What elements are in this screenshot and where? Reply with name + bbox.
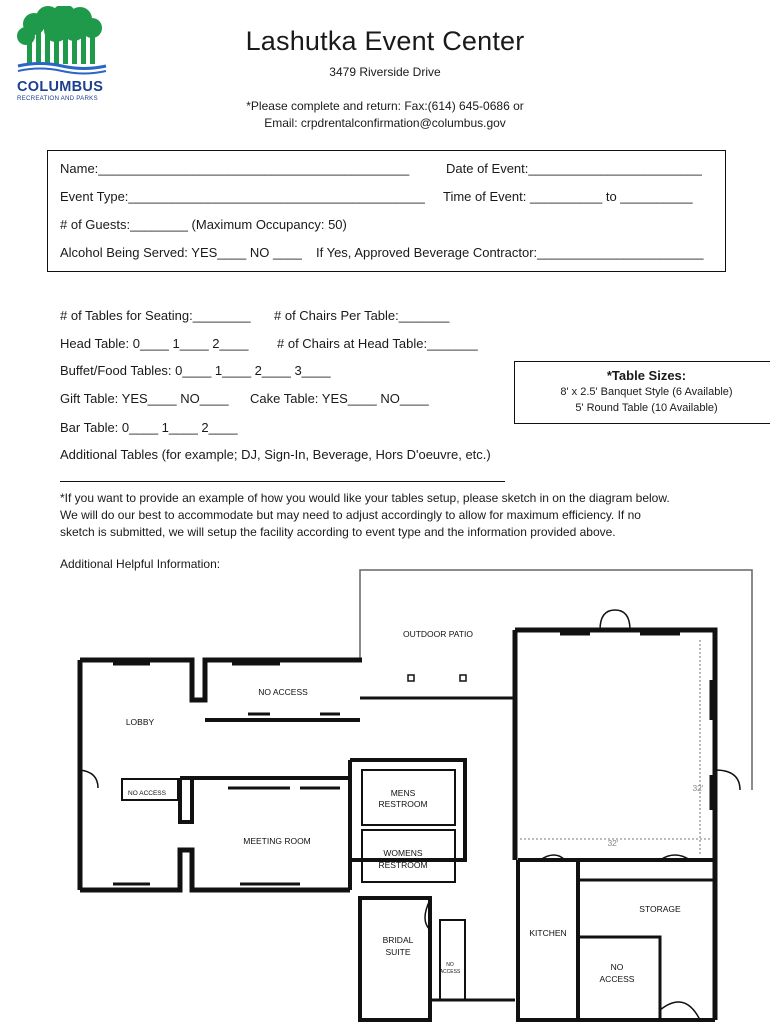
instruction: *Please complete and return: Fax:(614) 645-0686 or <box>246 99 524 113</box>
wall-top-left <box>80 660 362 700</box>
svg-text:RESTROOM <box>378 799 427 809</box>
mens-label-2: RESTROOM <box>378 799 428 809</box>
bridal-label-2: SUITE <box>385 947 411 957</box>
svg-text:32' <box>607 838 618 848</box>
bridal-label-1: BRIDAL <box>382 935 414 945</box>
svg-text:32' <box>692 783 703 793</box>
svg-text:WOMENS <box>383 848 423 858</box>
table-size-round: 5' Round Table (10 Available) <box>575 402 718 414</box>
no-access-top-label: NO ACCESS <box>258 687 308 697</box>
chairs-per-table-field[interactable]: # of Chairs Per Table:_______ <box>274 308 450 323</box>
svg-text:MENS <box>391 788 416 798</box>
note-line-1: *If you want to provide an example of how you would like your tables setup, please sketch in on the diagram below. <box>60 491 670 505</box>
time-field[interactable]: Time of Event: __________ to __________ <box>443 189 693 204</box>
svg-text:KITCHEN <box>529 928 566 938</box>
svg-text:MEETING ROOM <box>243 836 311 846</box>
address: 3479 Riverside Drive <box>329 65 441 79</box>
guests-field[interactable]: # of Guests:________ (Maximum Occupancy: 50) <box>60 217 347 232</box>
note-line-2: We will do our best to accommodate but may need to adjust accordingly to allow for maximum efficiency. If no <box>60 508 641 522</box>
no-access-tiny-2: ACCESS <box>439 969 461 975</box>
logo-subtitle: RECREATION AND PARKS <box>17 95 98 102</box>
svg-text:SUITE <box>385 947 410 957</box>
lobby-label: LOBBY <box>125 717 155 727</box>
storage-label: STORAGE <box>639 904 681 914</box>
mens-label-1: MENS <box>390 788 416 798</box>
floor-plan[interactable] <box>0 560 770 1024</box>
svg-text:NO ACCESS <box>258 687 308 697</box>
svg-text:ACCESS <box>440 969 461 975</box>
bar-table-field[interactable]: Bar Table: 0____ 1____ 2____ <box>60 420 238 435</box>
outdoor-patio-label: OUTDOOR PATIO <box>402 629 474 639</box>
meeting-room-label: MEETING ROOM <box>243 836 311 846</box>
womens-label-1: WOMENS <box>383 848 423 858</box>
additional-tables-line[interactable] <box>60 481 505 482</box>
note-line-3: sketch is submitted, we will setup the facility according to event type and the information provided above. <box>60 525 616 539</box>
svg-text:NO ACCESS <box>128 790 167 797</box>
dim-horizontal: 32' <box>607 838 619 848</box>
name-field[interactable]: Name:___________________________________________ <box>60 161 410 176</box>
no-access-br-2: ACCESS <box>599 974 635 984</box>
contractor-field[interactable]: If Yes, Approved Beverage Contractor:_______________________ <box>316 245 704 260</box>
svg-text:BRIDAL <box>383 935 414 945</box>
svg-text:STORAGE <box>639 904 681 914</box>
no-access-br-1: NO <box>610 962 624 972</box>
kitchen-label: KITCHEN <box>529 928 567 938</box>
svg-text:LOBBY <box>126 717 155 727</box>
table-sizes-title: *Table Sizes: <box>606 368 687 383</box>
page-title: Lashutka Event Center <box>245 26 525 56</box>
email: Email: crpdrentalconfirmation@columbus.gov <box>264 116 506 130</box>
svg-text:ACCESS <box>600 974 635 984</box>
svg-text:RESTROOM <box>378 860 427 870</box>
dim-vertical: 32' <box>692 783 704 793</box>
alcohol-field[interactable]: Alcohol Being Served: YES____ NO ____ <box>60 245 302 260</box>
cake-table-field[interactable]: Cake Table: YES____ NO____ <box>250 391 429 406</box>
head-table-field[interactable]: Head Table: 0____ 1____ 2____ <box>60 336 249 351</box>
additional-info-label: Additional Helpful Information: <box>60 557 221 571</box>
svg-text:NO <box>611 962 624 972</box>
table-sizes-box <box>514 361 770 424</box>
event-type-field[interactable]: Event Type:_________________________________________ <box>60 189 425 204</box>
womens-label-2: RESTROOM <box>378 860 428 870</box>
head-chairs-field[interactable]: # of Chairs at Head Table:_______ <box>277 336 478 351</box>
no-access-tiny-1: NO <box>446 962 454 968</box>
date-field[interactable]: Date of Event:________________________ <box>446 161 702 176</box>
table-size-banquet: 8' x 2.5' Banquet Style (6 Available) <box>560 386 733 398</box>
seating-tables-field[interactable]: # of Tables for Seating:________ <box>60 308 251 323</box>
svg-text:OUTDOOR PATIO <box>403 629 473 639</box>
logo-word: COLUMBUS <box>17 79 104 95</box>
no-access-small-label: NO ACCESS <box>128 790 166 797</box>
patio-boundary <box>360 570 752 790</box>
buffet-tables-field[interactable]: Buffet/Food Tables: 0____ 1____ 2____ 3____ <box>60 363 331 378</box>
additional-tables-label: Additional Tables (for example; DJ, Sign-In, Beverage, Hors D'oeuvre, etc.) <box>60 447 491 462</box>
gift-table-field[interactable]: Gift Table: YES____ NO____ <box>60 391 229 406</box>
svg-text:NO <box>446 962 454 968</box>
